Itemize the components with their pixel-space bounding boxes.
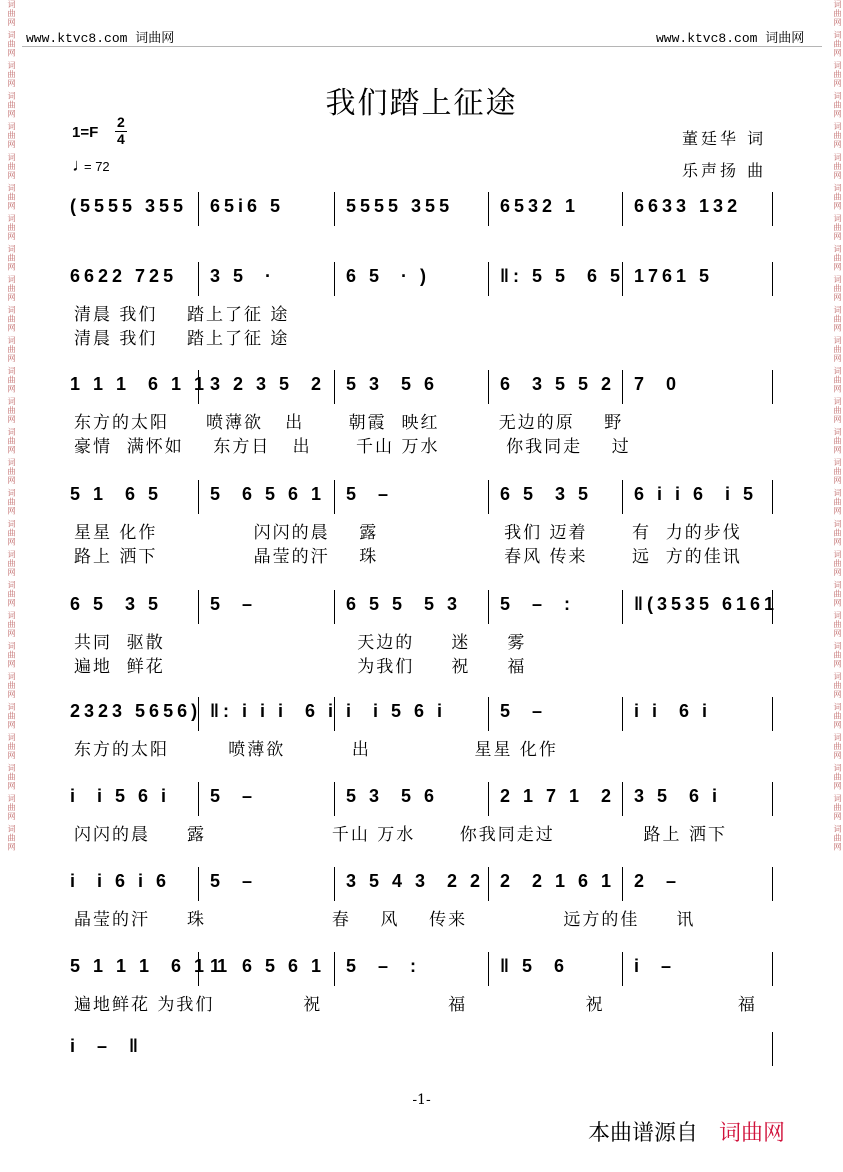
time-signature-top: 2 <box>117 114 125 130</box>
right-watermark-column: 词曲网 词曲网 词曲网 词曲网 词曲网 词曲网 词曲网 词曲网 词曲网 词曲网 词曲网 词曲网 词曲网 词曲网 词曲网 词曲网 词曲网 词曲网 词曲网 词曲网 词曲网 词曲网 词曲网 词曲网 词曲网 词曲网 词曲网 词曲网 <box>833 0 842 852</box>
measure-notes: 6 5 3 5 <box>500 484 593 504</box>
lyric-line: 清晨 我们 踏上了征 途 <box>74 305 290 325</box>
bar-line <box>334 262 335 296</box>
bar-line <box>622 590 623 624</box>
measure-notes: i i 5 6 i <box>346 701 447 721</box>
measure-notes: 1 1 1 6 1 1 <box>70 374 209 394</box>
score-line <box>60 782 780 845</box>
bar-line <box>198 480 199 514</box>
measure-notes: 2323 5656) <box>70 701 202 721</box>
bar-line <box>622 370 623 404</box>
bar-line <box>772 867 773 901</box>
header-divider <box>22 46 822 47</box>
bar-line <box>622 867 623 901</box>
bar-line <box>622 952 623 986</box>
measure-notes: (5555 355 <box>70 196 188 216</box>
bar-line <box>488 952 489 986</box>
measure-notes: 6633 132 <box>634 196 742 216</box>
measure-notes: 5 6 5 6 1 <box>210 484 326 504</box>
bar-line <box>622 192 623 226</box>
bar-line <box>198 192 199 226</box>
measure-notes: 6532 1 <box>500 196 580 216</box>
lyricist-credit: 董廷华 词 <box>682 129 767 148</box>
bar-line <box>772 1032 773 1066</box>
source-prefix: 本曲谱源自 <box>588 1121 699 1146</box>
measure-notes: 3 5 · <box>210 266 276 286</box>
measure-notes: 5 – <box>210 786 257 806</box>
measure-notes: ‖(3535 6161 <box>634 594 779 614</box>
measure-notes: i i 6 i <box>634 701 712 721</box>
measure-notes: 3 2 3 5 2 <box>210 374 326 394</box>
score-line <box>60 590 780 677</box>
source-brand: 词曲网 <box>719 1121 786 1146</box>
measure-notes: 1 6 5 6 1 <box>210 956 326 976</box>
song-title: 我们踏上征途 <box>325 86 518 121</box>
bar-line <box>772 782 773 816</box>
measure-notes: 5 – : <box>346 956 421 976</box>
bar-line <box>198 262 199 296</box>
measure-notes: 5 1 6 5 <box>70 484 163 504</box>
bar-line <box>334 480 335 514</box>
measure-notes: 6 5 3 5 <box>70 594 163 614</box>
lyric-line: 东方的太阳 喷薄欲 出 朝霞 映红 无边的原 野 <box>74 413 624 433</box>
measure-notes: 5 – <box>500 701 547 721</box>
bar-line <box>488 782 489 816</box>
measure-notes: 5 1 1 1 6 1 1 <box>70 956 232 976</box>
measure-notes: 3 5 4 3 2 2 <box>346 871 485 891</box>
measure-notes: i – ‖ <box>70 1036 142 1056</box>
time-signature-bottom: 4 <box>117 131 125 147</box>
bar-line <box>772 480 773 514</box>
bar-line <box>772 952 773 986</box>
left-watermark-column: 词曲网 词曲网 词曲网 词曲网 词曲网 词曲网 词曲网 词曲网 词曲网 词曲网 词曲网 词曲网 词曲网 词曲网 词曲网 词曲网 词曲网 词曲网 词曲网 词曲网 词曲网 词曲网 词曲网 词曲网 词曲网 词曲网 词曲网 词曲网 <box>7 0 16 852</box>
tempo-marking: = 72 <box>84 159 110 174</box>
measure-notes: 1761 5 <box>634 266 714 286</box>
lyric-line: 遍地鲜花 为我们 祝 福 祝 福 <box>74 995 757 1015</box>
bar-line <box>334 867 335 901</box>
measure-notes: 5 – <box>346 484 393 504</box>
bar-line <box>772 370 773 404</box>
site-url-right: www.ktvc8.com 词曲网 <box>656 31 805 46</box>
bar-line <box>334 370 335 404</box>
lyric-line: 路上 洒下 晶莹的汗 珠 春风 传来 远 方的佳讯 <box>74 547 742 567</box>
lyric-line: 晶莹的汗 珠 春 风 传来 远方的佳 讯 <box>74 910 696 930</box>
bar-line <box>198 867 199 901</box>
score-line <box>60 262 780 349</box>
lyric-line: 遍地 鲜花 为我们 祝 福 <box>74 657 527 677</box>
bar-line <box>488 370 489 404</box>
bar-line <box>622 782 623 816</box>
measure-notes: 5 3 5 6 <box>346 786 439 806</box>
score-line <box>60 1032 780 1072</box>
bar-line <box>334 192 335 226</box>
bar-line <box>198 952 199 986</box>
measure-notes: 5 – <box>210 594 257 614</box>
lyric-line: 东方的太阳 喷薄欲 出 星星 化作 <box>74 740 558 760</box>
measure-notes: 6 5 5 5 3 <box>346 594 462 614</box>
bar-line <box>488 262 489 296</box>
bar-line <box>622 262 623 296</box>
bar-line <box>334 952 335 986</box>
score-line <box>60 480 780 567</box>
bar-line <box>622 480 623 514</box>
bar-line <box>488 867 489 901</box>
bar-line <box>198 697 199 731</box>
key-signature: 1=F <box>72 124 99 141</box>
bar-line <box>198 590 199 624</box>
measure-notes: 6622 725 <box>70 266 178 286</box>
score-line <box>60 370 780 457</box>
measure-notes: i i 6 i 6 <box>70 871 171 891</box>
bar-line <box>488 590 489 624</box>
score-line <box>60 952 780 1015</box>
bar-line <box>334 590 335 624</box>
lyric-line: 共同 驱散 天边的 迷 雾 <box>74 633 527 653</box>
measure-notes: i i 5 6 i <box>70 786 171 806</box>
tempo-note-icon: ♩ <box>72 155 90 175</box>
bar-line <box>334 697 335 731</box>
measure-notes: 6 5 · ) <box>346 266 431 286</box>
measure-notes: 2 1 7 1 2 <box>500 786 616 806</box>
bar-line <box>772 697 773 731</box>
bar-line <box>488 697 489 731</box>
score-line <box>60 192 780 232</box>
bar-line <box>772 192 773 226</box>
measure-notes: 2 2 1 6 1 <box>500 871 616 891</box>
lyric-line: 星星 化作 闪闪的晨 露 我们 迈着 有 力的步伐 <box>74 523 742 543</box>
measure-notes: ‖: i i i 6 i <box>210 701 337 721</box>
measure-notes: 65i6 5 <box>210 196 285 216</box>
measure-notes: 5555 355 <box>346 196 454 216</box>
measure-notes: 5 – <box>210 871 257 891</box>
bar-line <box>772 262 773 296</box>
measure-notes: 3 5 6 i <box>634 786 722 806</box>
lyric-line: 清晨 我们 踏上了征 途 <box>74 329 290 349</box>
composer-credit: 乐声扬 曲 <box>682 161 767 180</box>
measure-notes: 2 – <box>634 871 681 891</box>
score-line <box>60 867 780 930</box>
measure-notes: i – <box>634 956 676 976</box>
measure-notes: 6 i i 6 i 5 <box>634 484 758 504</box>
lyric-line: 闪闪的晨 露 千山 万水 你我同走过 路上 洒下 <box>74 825 727 845</box>
bar-line <box>198 370 199 404</box>
bar-line <box>488 480 489 514</box>
score-line <box>60 697 780 760</box>
measure-notes: 5 – : <box>500 594 575 614</box>
measure-notes: 5 3 5 6 <box>346 374 439 394</box>
measure-notes: ‖: 5 5 6 5 <box>500 266 624 286</box>
measure-notes: 7 0 <box>634 374 681 394</box>
lyric-line: 豪情 满怀如 东方日 出 千山 万水 你我同走 过 <box>74 437 631 457</box>
measure-notes: 6 3 5 5 2 <box>500 374 616 394</box>
bar-line <box>622 697 623 731</box>
measure-notes: ‖ 5 6 <box>500 956 568 976</box>
site-url-left: www.ktvc8.com 词曲网 <box>26 31 175 46</box>
bar-line <box>198 782 199 816</box>
source-note <box>588 1116 785 1147</box>
bar-line <box>488 192 489 226</box>
bar-line <box>334 782 335 816</box>
page-number: -1- <box>412 1092 431 1108</box>
bar-line <box>772 590 773 624</box>
